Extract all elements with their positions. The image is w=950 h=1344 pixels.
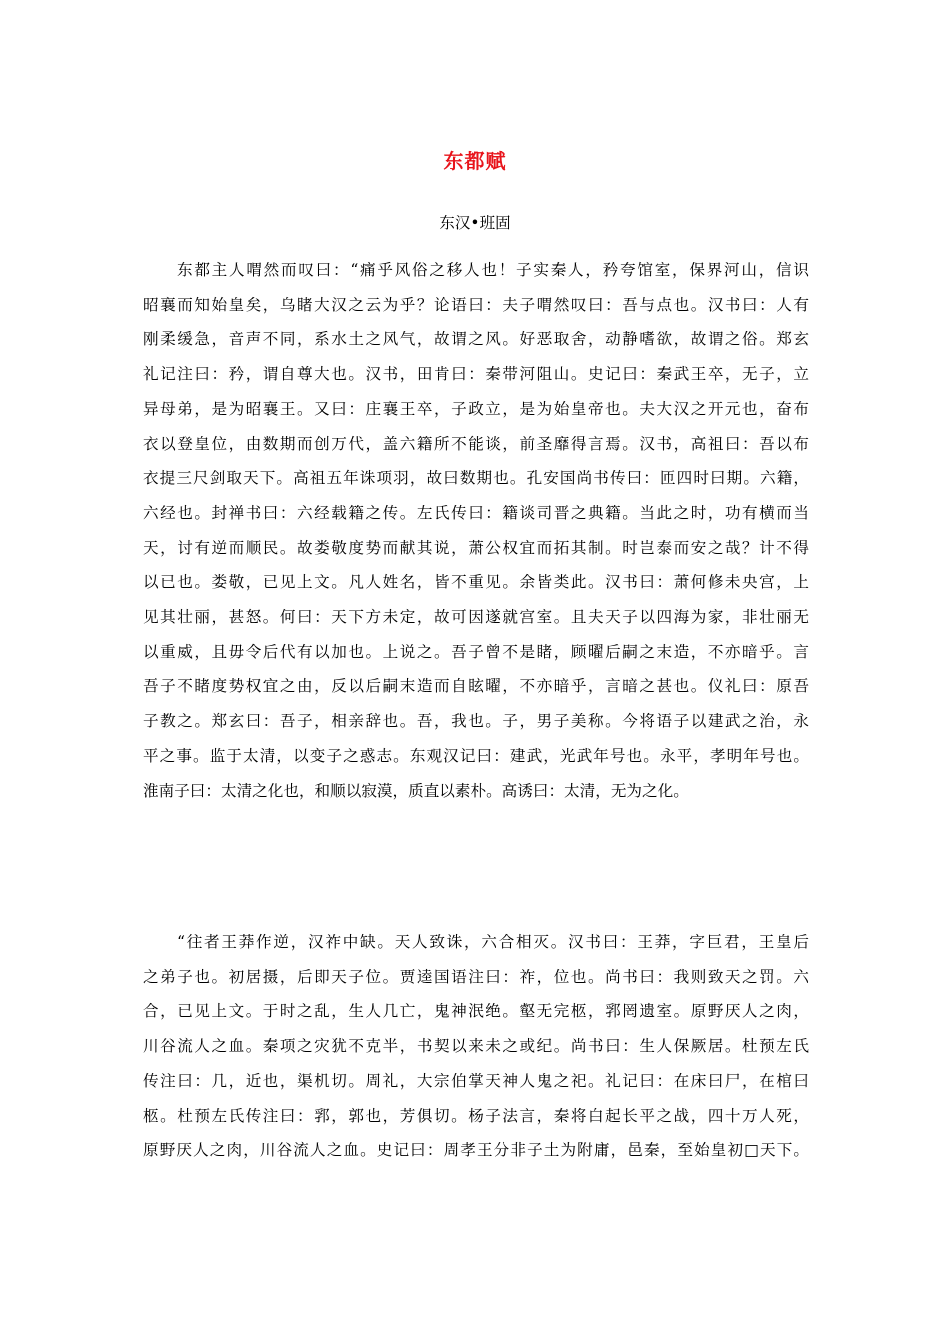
text-line: 昭襄而知始皇矣，乌睹大汉之云为乎？论语曰：夫子喟然叹曰：吾与点也。汉书曰：人有	[143, 295, 809, 314]
author-line: 东汉•班固	[439, 214, 511, 232]
text-line: 子教之。郑玄曰：吾子，相亲辞也。吾，我也。子，男子美称。今将语子以建武之治，永	[143, 712, 809, 731]
text-line: 异母弟，是为昭襄王。又曰：庄襄王卒，子政立，是为始皇帝也。夫大汉之开元也，奋布	[143, 399, 809, 418]
text-line: 刚柔缓急，音声不同，系水土之风气，故谓之风。好恶取舍，动静嗜欲，故谓之俗。郑玄	[143, 330, 809, 349]
paragraph-1	[143, 253, 809, 808]
text-line: 合，已见上文。于时之乱，生人几亡，鬼神泯绝。壑无完柩，郛罔遗室。原野厌人之肉，	[143, 1002, 809, 1021]
page-title: 东都赋	[443, 149, 507, 173]
text-line: 六经也。封禅书曰：六经载籍之传。左氏传曰：籍谈司晋之典籍。当此之时，功有横而当	[143, 503, 809, 522]
text-line: 柩。杜预左氏传注曰：郛，郭也，芳俱切。杨子法言，秦将白起长平之战，四十万人死，	[143, 1106, 809, 1125]
text-line: “往者王莽作逆，汉祚中缺。天人致诛，六合相灭。汉书曰：王莽，字巨君，王皇后	[177, 933, 809, 951]
text-line: 见其壮丽，甚怒。何曰：天下方未定，故可因遂就宫室。且夫天子以四海为家，非壮丽无	[143, 608, 809, 627]
text-line: 原野厌人之肉，川谷流人之血。史记曰：周孝王分非子土为附庸，邑秦，至始皇初□天下。	[143, 1141, 809, 1160]
text-line: 以已也。娄敬，已见上文。凡人姓名，皆不重见。余皆类此。汉书曰：萧何修未央宫，上	[143, 573, 809, 592]
paragraph-2	[143, 925, 809, 1168]
text-line: 吾子不睹度势权宜之由，反以后嗣末造而自眩曜，不亦暗乎，言暗之甚也。仪礼曰：原吾	[143, 677, 809, 696]
text-line: 礼记注曰：矜，谓自尊大也。汉书，田肯曰：秦带河阻山。史记曰：秦武王卒，无子，立	[143, 365, 809, 384]
text-line: 衣以登皇位，由数期而创万代，盖六籍所不能谈，前圣靡得言焉。汉书，高祖曰：吾以布	[143, 434, 809, 453]
text-line: 以重威，且毋令后代有以加也。上说之。吾子曾不是睹，顾曜后嗣之末造，不亦暗乎。言	[143, 642, 809, 661]
text-line: 东都主人喟然而叹曰：“痛乎风俗之移人也！子实秦人，矜夸馆室，保界河山，信识	[177, 261, 809, 279]
text-line: 天，讨有逆而顺民。故娄敬度势而献其说，萧公权宜而拓其制。时岂泰而安之哉？计不得	[143, 538, 809, 557]
text-line: 平之事。监于太清，以变子之惑志。东观汉记曰：建武，光武年号也。永平，孝明年号也。	[143, 746, 809, 765]
text-line: 传注曰：几，近也，渠机切。周礼，大宗伯掌天神人鬼之祀。礼记曰：在床曰尸，在棺曰	[143, 1071, 809, 1090]
text-line: 衣提三尺剑取天下。高祖五年诛项羽，故曰数期也。孔安国尚书传曰：匝四时曰期。六籍，	[143, 469, 809, 488]
text-line: 川谷流人之血。秦项之灾犹不克半，书契以来未之或纪。尚书曰：生人保厥居。杜预左氏	[143, 1037, 809, 1056]
text-line: 之弟子也。初居摄，后即天子位。贾逵国语注曰：祚，位也。尚书曰：我则致天之罚。六	[143, 967, 809, 986]
text-line: 淮南子曰：太清之化也，和顺以寂漠，质直以素朴。高诱曰：太清，无为之化。	[143, 781, 689, 800]
